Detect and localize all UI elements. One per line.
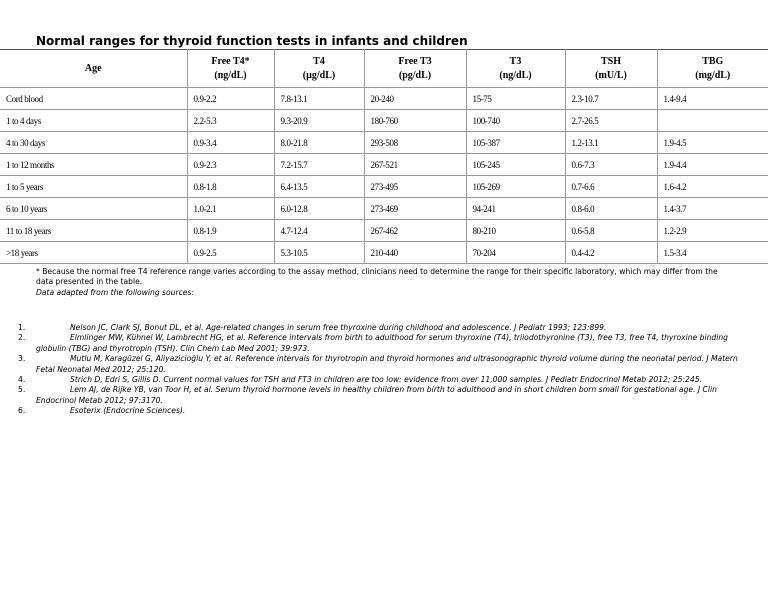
reference-number: 2. [18, 333, 26, 343]
reference-number: 6. [18, 406, 26, 416]
cell-t3: 105-387 [466, 132, 565, 154]
table-header-row [0, 50, 768, 88]
table-row [0, 110, 768, 132]
cell-age: 4 to 30 days [0, 132, 187, 154]
reference-text: Nelson JC, Clark SJ, Bonut DL, et al. Age-related changes in serum free thyroxine during childhood and adolescence. J Pediatr 1993; 123:899. [70, 323, 607, 332]
cell-t3: 94-241 [466, 198, 565, 220]
footnote: * Because the normal free T4 reference range varies according to the assay method, clinicians need to determine the range for their specific laboratory, which may differ from the data presented in the table. [36, 267, 718, 287]
reference-number: 3. [18, 354, 26, 364]
cell-free-t3: 180-760 [364, 110, 466, 132]
header-free-t4-label: Free T4* [211, 55, 250, 67]
cell-tsh: 0.8-6.0 [565, 198, 657, 220]
cell-free-t3: 273-469 [364, 198, 466, 220]
header-tsh-label: TSH [600, 55, 621, 67]
reference-text: Elmlinger MW, Kühnel W, Lambrecht HG, et al. Reference intervals from birth to adulthood for serum thyroxine (T4), triiodothyronine (T3), free T3, free T4, thyroxine binding globulin (TBG) and thyrotropin (TSH). Clin Chem Lab Med 2001; 39:973. [36, 333, 728, 353]
header-free-t4-unit: (ng/dL) [214, 69, 247, 81]
cell-t3: 105-245 [466, 154, 565, 176]
list-item [18, 323, 738, 333]
source-note: Data adapted from the following sources: [36, 287, 194, 297]
list-item [18, 354, 738, 375]
header-tbg-unit: (mg/dL) [695, 69, 731, 81]
header-free-t3-unit: (pg/dL) [398, 69, 432, 81]
cell-age: 1 to 12 months [0, 154, 187, 176]
cell-tsh: 0.4-4.2 [565, 242, 657, 264]
header-tsh [565, 50, 657, 88]
cell-free-t3: 267-521 [364, 154, 466, 176]
table-row [0, 132, 768, 154]
header-free-t4 [187, 50, 274, 88]
cell-t3: 100-740 [466, 110, 565, 132]
cell-tsh: 0.7-6.6 [565, 176, 657, 198]
cell-t3: 70-204 [466, 242, 565, 264]
table-row [0, 154, 768, 176]
thyroid-ranges-table [0, 49, 768, 264]
cell-free-t3: 20-240 [364, 88, 466, 110]
header-tbg-label: TBG [702, 55, 724, 67]
cell-tbg: 1.6-4.2 [657, 176, 768, 198]
header-t4-label: T4 [313, 55, 325, 67]
cell-tbg: 1.9-4.5 [657, 132, 768, 154]
table-row [0, 176, 768, 198]
page-title: Normal ranges for thyroid function tests in infants and children [36, 34, 468, 48]
cell-t3: 15-75 [466, 88, 565, 110]
header-t3 [466, 50, 565, 88]
cell-t4: 7.2-15.7 [274, 154, 364, 176]
table-notes [36, 267, 736, 298]
cell-t4: 4.7-12.4 [274, 220, 364, 242]
cell-free-t3: 210-440 [364, 242, 466, 264]
reference-number: 5. [18, 385, 26, 395]
list-item [18, 333, 738, 354]
list-item [18, 375, 738, 385]
reference-text: Lem AJ, de Rijke YB, van Toor H, et al. Serum thyroid hormone levels in healthy children from birth to adulthood and in short children born small for gestational age. J Clin Endocrinol Metab 2012; 97:3170. [36, 385, 717, 405]
cell-t4: 6.0-12.8 [274, 198, 364, 220]
cell-tbg: 1.4-3.7 [657, 198, 768, 220]
cell-age: 1 to 4 days [0, 110, 187, 132]
cell-free-t4: 0.9-2.5 [187, 242, 274, 264]
cell-t4: 8.0-21.8 [274, 132, 364, 154]
header-t4 [274, 50, 364, 88]
header-t4-unit: (µg/dL) [302, 69, 336, 81]
cell-tbg: 1.9-4.4 [657, 154, 768, 176]
cell-t4: 6.4-13.5 [274, 176, 364, 198]
table-row [0, 220, 768, 242]
cell-tbg: 1.2-2.9 [657, 220, 768, 242]
header-age [0, 50, 187, 88]
cell-t4: 7.8-13.1 [274, 88, 364, 110]
header-tsh-unit: (mU/L) [595, 69, 627, 81]
reference-text: Mutlu M, Karagüzel G, Aliyazicioğlu Y, et al. Reference intervals for thyrotropin and thyroid hormones and ultrasonographic thyroid volume during the neonatal period. J Matern Fetal Neonatal Med 2012; 25:120. [36, 354, 738, 374]
reference-text: Strich D, Edri S, Gillis D. Current normal values for TSH and FT3 in children are too low: evidence from over 11,000 samples. J Pediatr Endocrinol Metab 2012; 25:245. [70, 375, 702, 385]
cell-free-t4: 0.9-3.4 [187, 132, 274, 154]
reference-number: 4. [18, 375, 26, 385]
table-row [0, 242, 768, 264]
header-t3-label: T3 [509, 55, 522, 67]
header-free-t3-label: Free T3 [398, 55, 432, 67]
cell-tbg: 1.4-9.4 [657, 88, 768, 110]
cell-free-t4: 0.9-2.2 [187, 88, 274, 110]
cell-age: Cord blood [0, 88, 187, 110]
table-row [0, 88, 768, 110]
cell-free-t4: 2.2-5.3 [187, 110, 274, 132]
cell-t4: 9.3-20.9 [274, 110, 364, 132]
list-item [18, 406, 738, 416]
cell-free-t4: 1.0-2.1 [187, 198, 274, 220]
cell-t3: 105-269 [466, 176, 565, 198]
cell-tsh: 0.6-7.3 [565, 154, 657, 176]
cell-tbg [657, 110, 768, 132]
cell-free-t3: 267-462 [364, 220, 466, 242]
header-tbg [657, 50, 768, 88]
cell-t4: 5.3-10.5 [274, 242, 364, 264]
table-row [0, 198, 768, 220]
reference-text: Esoterix (Endocrine Sciences). [70, 406, 186, 416]
cell-free-t3: 273-495 [364, 176, 466, 198]
cell-age: 11 to 18 years [0, 220, 187, 242]
cell-tsh: 1.2-13.1 [565, 132, 657, 154]
cell-free-t4: 0.8-1.9 [187, 220, 274, 242]
cell-tbg: 1.5-3.4 [657, 242, 768, 264]
cell-tsh: 2.3-10.7 [565, 88, 657, 110]
cell-age: >18 years [0, 242, 187, 264]
list-item [18, 385, 738, 406]
header-age-label: Age [84, 62, 102, 74]
reference-list [18, 323, 738, 417]
cell-age: 1 to 5 years [0, 176, 187, 198]
cell-age: 6 to 10 years [0, 198, 187, 220]
cell-free-t4: 0.9-2.3 [187, 154, 274, 176]
cell-t3: 80-210 [466, 220, 565, 242]
cell-tsh: 2.7-26.5 [565, 110, 657, 132]
header-free-t3 [364, 50, 466, 88]
header-t3-unit: (ng/dL) [499, 69, 532, 81]
cell-tsh: 0.6-5.8 [565, 220, 657, 242]
reference-number: 1. [18, 323, 26, 332]
cell-free-t3: 293-508 [364, 132, 466, 154]
cell-free-t4: 0.8-1.8 [187, 176, 274, 198]
